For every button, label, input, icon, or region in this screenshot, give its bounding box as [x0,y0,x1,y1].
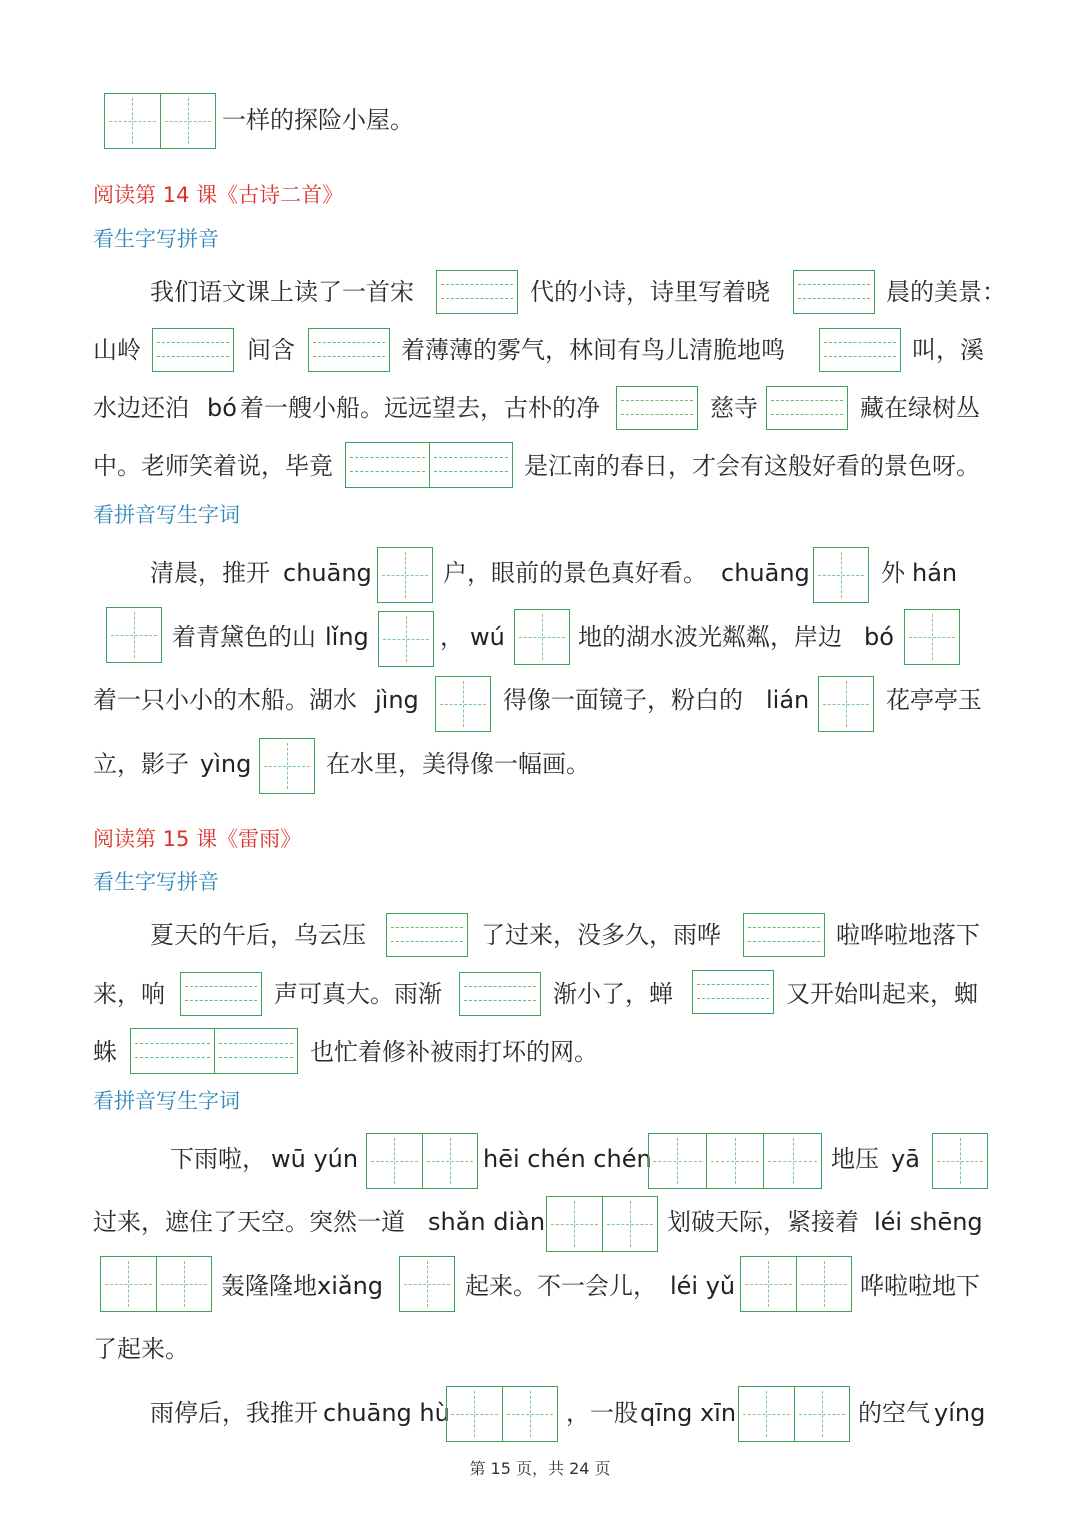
pinyin-box[interactable] [692,970,774,1014]
text: 划破天际，紧接着 [667,1208,859,1236]
lesson-15-title: 阅读第 15 课《雷雨》 [93,827,302,851]
text: 起来。不一会儿， [465,1272,657,1300]
text: 下雨啦， [170,1145,266,1173]
char-box[interactable] [377,547,433,603]
text: 渐小了，蝉 [553,980,673,1008]
pinyin-text: shǎn diàn [428,1208,546,1236]
section-title-pinyin: 看生字写拼音 [93,227,219,251]
text: 户，眼前的景色真好看。 [443,559,707,587]
pinyin-text: jìng [375,686,419,714]
text: 的空气 [858,1399,930,1427]
pinyin-text: chuāng [283,559,372,587]
char-box[interactable] [366,1133,478,1189]
text: 慈寺 [710,394,758,422]
pinyin-text: hēi chén chén [483,1145,652,1173]
text: 蛛 [93,1038,117,1066]
char-box[interactable] [546,1196,658,1252]
pinyin-box[interactable] [386,913,468,957]
pinyin-text: léi yǔ [670,1272,736,1300]
pinyin-box[interactable] [616,386,698,430]
pinyin-text: bó [864,623,894,651]
text: 立，影子 [93,750,189,778]
text: 哗啦啦地下 [860,1272,980,1300]
char-box[interactable] [740,1256,852,1312]
char-box[interactable] [818,676,874,732]
char-box[interactable] [514,609,570,665]
char-box[interactable] [904,609,960,665]
pinyin-box[interactable] [743,913,825,957]
char-box[interactable] [738,1386,850,1442]
text: 外 [881,559,905,587]
char-box[interactable] [399,1256,455,1312]
pinyin-box[interactable] [152,328,234,372]
text: 地压 [831,1145,879,1173]
char-box[interactable] [813,547,869,603]
text: 花亭亭玉 [886,686,982,714]
pinyin-text: léi shēng [874,1208,983,1236]
text: 是江南的春日，才会有这般好看的景色呀。 [524,452,980,480]
lesson-14-title: 阅读第 14 课《古诗二首》 [93,183,344,207]
section-title-chars: 看拼音写生字词 [93,1089,240,1113]
text: 着一只小小的木船。湖水 [93,686,357,714]
text: 来，响 [93,980,165,1008]
pinyin-box[interactable] [766,386,848,430]
text: 中。老师笑着说，毕竟 [93,452,333,480]
pinyin-text: yā [891,1145,920,1173]
char-box[interactable] [100,1256,212,1312]
text: 我们语文课上读了一首宋 [150,278,414,306]
section-title-chars: 看拼音写生字词 [93,503,240,527]
pinyin-text: hán [912,559,958,587]
pinyin-text: xiǎng [317,1272,384,1300]
text: 叫，溪 [912,336,984,364]
char-box[interactable] [648,1133,822,1189]
text: 着一艘小船。远远望去，古朴的净 [240,394,600,422]
pinyin-text: lián [766,686,810,714]
pinyin-box[interactable] [819,328,901,372]
pinyin-text: wú [470,623,505,651]
pinyin-box[interactable] [345,442,513,488]
text: ，一股 [566,1399,638,1427]
pinyin-box[interactable] [130,1028,298,1074]
text: 雨停后，我推开 [150,1399,318,1427]
text: 得像一面镜子，粉白的 [503,686,743,714]
pinyin-text: yíng [934,1399,986,1427]
text: ， [440,623,464,651]
pinyin-text: chuāng hù [323,1399,450,1427]
text: 代的小诗，诗里写着晓 [530,278,770,306]
pinyin-box[interactable] [436,270,518,314]
text-line: 一样的探险小屋。 [222,106,414,134]
pinyin-text: bó [207,394,237,422]
char-box[interactable] [106,607,162,663]
char-box[interactable] [378,611,434,667]
text: 晨的美景： [886,278,1006,306]
pinyin-text: yìng [200,750,252,778]
char-box[interactable] [932,1133,988,1189]
text: 轰隆隆地 [221,1272,317,1300]
pinyin-text: lǐng [325,623,369,651]
text: 夏天的午后，乌云压 [150,921,366,949]
char-box[interactable] [446,1386,558,1442]
text: 也忙着修补被雨打坏的网。 [310,1038,598,1066]
text: 水边还泊 [93,394,189,422]
pinyin-box[interactable] [308,328,390,372]
text: 过来，遮住了天空。突然一道 [93,1208,405,1236]
page-number: 第 15 页，共 24 页 [469,1459,611,1478]
text: 藏在绿树丛 [860,394,980,422]
text: 又开始叫起来，蜘 [786,980,978,1008]
char-box[interactable] [435,676,491,732]
text: 声可真大。雨渐 [274,980,442,1008]
pinyin-box[interactable] [180,972,262,1016]
text: 了起来。 [93,1335,189,1363]
pinyin-text: wū yún [271,1145,359,1173]
text: 间含 [247,336,295,364]
text: 着青黛色的山 [172,623,316,651]
pinyin-text: qīng xīn [640,1399,737,1427]
text: 在水里，美得像一幅画。 [326,750,590,778]
char-box[interactable] [104,93,216,149]
pinyin-box[interactable] [459,972,541,1016]
text: 了过来，没多久，雨哗 [481,921,721,949]
text: 着薄薄的雾气，林间有鸟儿清脆地鸣 [401,336,785,364]
text: 啦哗啦地落下 [836,921,980,949]
char-box[interactable] [259,738,315,794]
text: 清晨，推开 [150,559,270,587]
text: 山岭 [93,336,141,364]
section-title-pinyin: 看生字写拼音 [93,870,219,894]
pinyin-text: chuāng [721,559,810,587]
text: 地的湖水波光粼粼，岸边 [578,623,842,651]
pinyin-box[interactable] [793,270,875,314]
